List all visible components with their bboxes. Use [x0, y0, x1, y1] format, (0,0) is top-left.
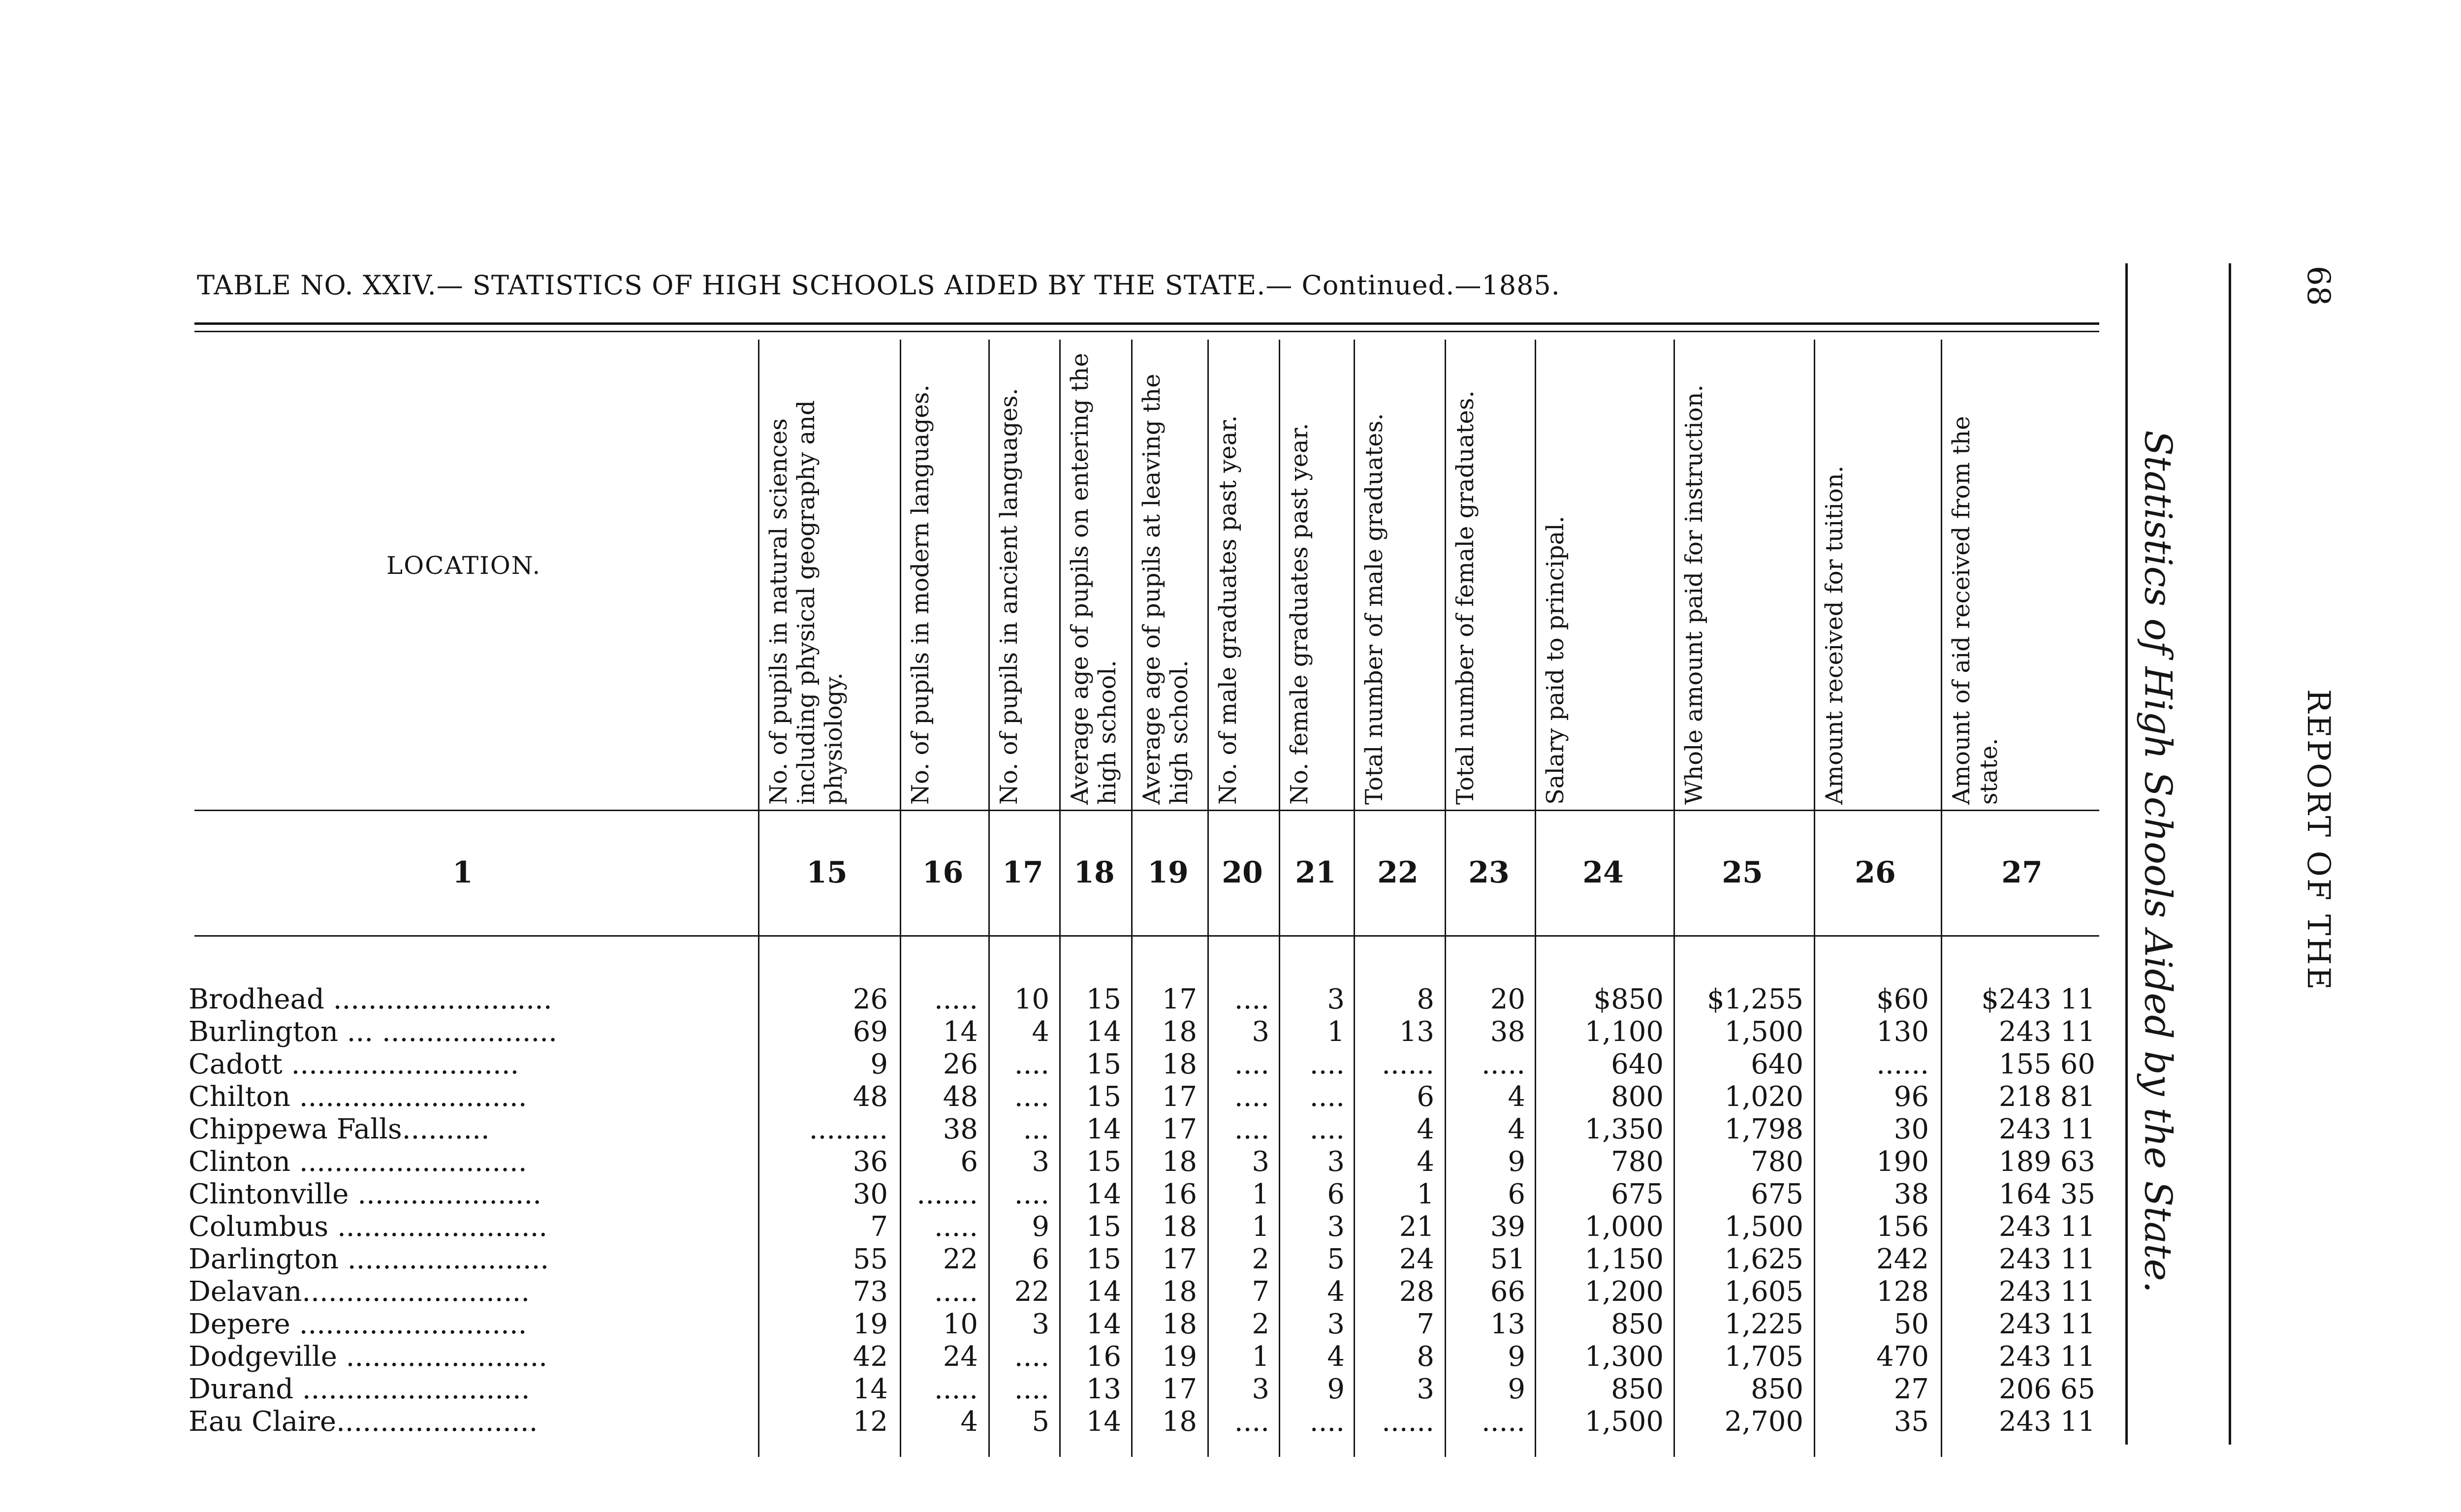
- table-cell: 30: [852, 1178, 888, 1210]
- table-cell: 1,500: [1584, 1406, 1664, 1438]
- table-cell: 17: [1162, 1243, 1197, 1275]
- table-cell: ....: [1309, 1048, 1345, 1080]
- table-cell: 13: [1086, 1373, 1121, 1405]
- column-number: 19: [1147, 855, 1189, 890]
- page-number: 68: [2300, 266, 2336, 306]
- table-cell: 850: [1751, 1373, 1803, 1405]
- table-cell: 73: [852, 1276, 888, 1308]
- table-cell: 6: [1417, 1081, 1434, 1113]
- column-header: Salary paid to principal.: [1542, 515, 1569, 805]
- column-number: 17: [1002, 855, 1043, 890]
- row-location: Brodhead .........................: [189, 983, 552, 1015]
- table-cell: ....: [1014, 1081, 1049, 1113]
- table-cell: 4: [1032, 1016, 1049, 1048]
- table-cell: 9: [1508, 1341, 1525, 1373]
- table-cell: 18: [1162, 1016, 1197, 1048]
- table-cell: 42: [852, 1341, 888, 1373]
- column-header: Amount received for tuition.: [1821, 465, 1848, 805]
- column-header: No. of pupils in natural sciences including physical geography and physiology.: [765, 400, 848, 805]
- table-cell: 15: [1086, 1081, 1121, 1113]
- column-number: 21: [1295, 855, 1336, 890]
- table-cell: ....: [1014, 1178, 1049, 1210]
- table-cell: 3: [1252, 1373, 1269, 1405]
- column-header: Average age of pupils at leaving the high school.: [1138, 374, 1193, 805]
- table-cell: 35: [1893, 1406, 1929, 1438]
- table-cell: 1: [1327, 1016, 1345, 1048]
- table-cell: 26: [943, 1048, 978, 1080]
- column-number: 26: [1855, 855, 1896, 890]
- table-cell: 1: [1417, 1178, 1434, 1210]
- table-cell: 12: [852, 1406, 888, 1438]
- column-number: 23: [1468, 855, 1510, 890]
- table-cell: 675: [1751, 1178, 1803, 1210]
- table-cell: 17: [1162, 983, 1197, 1015]
- table-cell: 27: [1893, 1373, 1929, 1405]
- table-cell: ...: [1023, 1113, 1049, 1145]
- table-cell: 16: [1086, 1341, 1121, 1373]
- table-cell: 15: [1086, 983, 1121, 1015]
- table-cell: 800: [1611, 1081, 1664, 1113]
- table-cell: 6: [960, 1146, 978, 1178]
- table-cell: ....: [1234, 1081, 1269, 1113]
- column-header: No. of pupils in modern languages.: [907, 384, 934, 805]
- table-cell: 1,705: [1724, 1341, 1803, 1373]
- table-cell: 4: [1327, 1276, 1345, 1308]
- table-cell: 4: [1417, 1113, 1434, 1145]
- table-cell: 39: [1490, 1211, 1525, 1243]
- table-cell: ....: [1234, 1406, 1269, 1438]
- column-header: No. female graduates past year.: [1286, 423, 1313, 805]
- table-cell: 10: [943, 1308, 978, 1340]
- table-cell: 3: [1252, 1016, 1269, 1048]
- table-cell: 9: [1327, 1373, 1345, 1405]
- table-cell: 128: [1876, 1276, 1929, 1308]
- table-cell: 22: [943, 1243, 978, 1275]
- table-cell: 189 63: [1999, 1146, 2095, 1178]
- table-cell: 3: [1032, 1146, 1049, 1178]
- table-cell: ....: [1014, 1341, 1049, 1373]
- table-cell: ....: [1234, 1113, 1269, 1145]
- table-cell: $1,255: [1707, 983, 1803, 1015]
- table-cell: 3: [1327, 1211, 1345, 1243]
- table-cell: 1: [1252, 1178, 1269, 1210]
- table-cell: 13: [1490, 1308, 1525, 1340]
- table-cell: .....: [934, 1373, 978, 1405]
- table-cell: 8: [1417, 1341, 1434, 1373]
- table-cell: 15: [1086, 1048, 1121, 1080]
- column-number: 20: [1222, 855, 1263, 890]
- table-cell: 780: [1751, 1146, 1803, 1178]
- column-number: 15: [806, 855, 848, 890]
- table-cell: .....: [934, 1211, 978, 1243]
- table-cell: 66: [1490, 1276, 1525, 1308]
- table-cell: 30: [1893, 1113, 1929, 1145]
- table-cell: 14: [852, 1373, 888, 1405]
- table-cell: 19: [1162, 1341, 1197, 1373]
- table-cell: 17: [1162, 1081, 1197, 1113]
- table-cell: $850: [1593, 983, 1664, 1015]
- table-cell: 2,700: [1724, 1406, 1803, 1438]
- table-cell: 4: [1327, 1341, 1345, 1373]
- table-cell: 3: [1417, 1373, 1434, 1405]
- table-cell: 156: [1876, 1211, 1929, 1243]
- table-cell: ....: [1309, 1081, 1345, 1113]
- column-number: 27: [2001, 855, 2043, 890]
- table-cell: 38: [943, 1113, 978, 1145]
- column-header: Amount of aid received from the state.: [1948, 416, 2003, 805]
- table-cell: 780: [1611, 1146, 1664, 1178]
- table-cell: ....: [1309, 1113, 1345, 1145]
- row-location: Depere ..........................: [189, 1308, 527, 1340]
- table-cell: 7: [870, 1211, 888, 1243]
- row-location: Delavan..........................: [189, 1276, 530, 1308]
- table-cell: 1,350: [1584, 1113, 1664, 1145]
- table-cell: 7: [1252, 1276, 1269, 1308]
- table-cell: 1,150: [1584, 1243, 1664, 1275]
- table-cell: 18: [1162, 1308, 1197, 1340]
- table-cell: 190: [1876, 1146, 1929, 1178]
- table-cell: 470: [1876, 1341, 1929, 1373]
- table-cell: 48: [943, 1081, 978, 1113]
- table-cell: 1,200: [1584, 1276, 1664, 1308]
- table-cell: 1,100: [1584, 1016, 1664, 1048]
- table-cell: 1,500: [1724, 1016, 1803, 1048]
- row-location: Eau Claire.......................: [189, 1406, 538, 1438]
- running-head: REPORT OF THE: [2300, 689, 2336, 992]
- table-cell: 243 11: [1999, 1113, 2095, 1145]
- table-cell: ....: [1014, 1373, 1049, 1405]
- side-title: Statistics of High Schools Aided by the State.: [2136, 430, 2180, 1293]
- table-cell: ......: [1876, 1048, 1929, 1080]
- table-cell: 850: [1611, 1373, 1664, 1405]
- table-cell: 24: [1399, 1243, 1434, 1275]
- table-cell: 243 11: [1999, 1406, 2095, 1438]
- table-cell: 242: [1876, 1243, 1929, 1275]
- table-cell: 4: [960, 1406, 978, 1438]
- table-cell: 4: [1417, 1146, 1434, 1178]
- table-cell: 6: [1327, 1178, 1345, 1210]
- row-location: Cadott ..........................: [189, 1048, 519, 1080]
- table-cell: 9: [1508, 1373, 1525, 1405]
- table-cell: 18: [1162, 1048, 1197, 1080]
- row-location: Dodgeville .......................: [189, 1341, 548, 1373]
- table-cell: 3: [1327, 983, 1345, 1015]
- table-cell: 19: [852, 1308, 888, 1340]
- table-cell: $60: [1876, 983, 1929, 1015]
- table-cell: ......: [1382, 1048, 1434, 1080]
- table-cell: 1,000: [1584, 1211, 1664, 1243]
- table-cell: 1: [1252, 1211, 1269, 1243]
- table-cell: 18: [1162, 1211, 1197, 1243]
- column-header: No. of male graduates past year.: [1214, 415, 1242, 805]
- row-location: Burlington ... ....................: [189, 1016, 558, 1048]
- table-cell: 1,300: [1584, 1341, 1664, 1373]
- table-cell: 18: [1162, 1146, 1197, 1178]
- table-cell: 50: [1893, 1308, 1929, 1340]
- table-cell: 218 81: [1999, 1081, 2095, 1113]
- column-number: 25: [1722, 855, 1763, 890]
- table-cell: 55: [852, 1243, 888, 1275]
- table-cell: 243 11: [1999, 1308, 2095, 1340]
- table-cell: 38: [1893, 1178, 1929, 1210]
- column-number: 24: [1582, 855, 1624, 890]
- table-cell: 1,605: [1724, 1276, 1803, 1308]
- table-cell: 22: [1014, 1276, 1049, 1308]
- table-cell: 206 65: [1999, 1373, 2095, 1405]
- table-cell: .....: [934, 1276, 978, 1308]
- table-cell: 17: [1162, 1113, 1197, 1145]
- table-cell: 18: [1162, 1406, 1197, 1438]
- table-cell: ....: [1234, 983, 1269, 1015]
- table-cell: 28: [1399, 1276, 1434, 1308]
- column-number: 16: [922, 855, 964, 890]
- table-cell: 4: [1508, 1113, 1525, 1145]
- table-cell: 1,500: [1724, 1211, 1803, 1243]
- table-cell: 48: [852, 1081, 888, 1113]
- table-cell: 3: [1032, 1308, 1049, 1340]
- table-cell: 9: [1508, 1146, 1525, 1178]
- table-title: TABLE NO. XXIV.— STATISTICS OF HIGH SCHOOLS AIDED BY THE STATE.— Continued.—1885.: [197, 270, 1560, 301]
- row-location: Chippewa Falls..........: [189, 1113, 490, 1145]
- column-header: Average age of pupils on entering the high school.: [1066, 353, 1121, 805]
- double-rule: [194, 331, 2099, 332]
- table-cell: 3: [1252, 1146, 1269, 1178]
- row-location: Clintonville .....................: [189, 1178, 542, 1210]
- table-cell: 14: [1086, 1406, 1121, 1438]
- table-cell: 7: [1417, 1308, 1434, 1340]
- table-cell: 640: [1751, 1048, 1803, 1080]
- table-cell: 8: [1417, 983, 1434, 1015]
- table-cell: .....: [1481, 1048, 1525, 1080]
- double-rule: [194, 322, 2099, 325]
- table-cell: 1,225: [1724, 1308, 1803, 1340]
- table-cell: 18: [1162, 1276, 1197, 1308]
- row-location: Durand ..........................: [189, 1373, 530, 1405]
- column-number: 18: [1073, 855, 1115, 890]
- table-cell: ....: [1234, 1048, 1269, 1080]
- table-cell: 15: [1086, 1211, 1121, 1243]
- table-cell: 164 35: [1999, 1178, 2095, 1210]
- table-cell: 14: [1086, 1276, 1121, 1308]
- table-cell: 5: [1032, 1406, 1049, 1438]
- table-cell: .......: [916, 1178, 978, 1210]
- table-cell: 243 11: [1999, 1016, 2095, 1048]
- table-cell: 14: [1086, 1178, 1121, 1210]
- table-cell: 16: [1162, 1178, 1197, 1210]
- row-location: Columbus ........................: [189, 1211, 548, 1243]
- table-cell: 9: [1032, 1211, 1049, 1243]
- table-cell: .....: [934, 983, 978, 1015]
- table-cell: $243 11: [1981, 983, 2095, 1015]
- table-cell: 1,625: [1724, 1243, 1803, 1275]
- table-cell: 130: [1876, 1016, 1929, 1048]
- table-cell: 4: [1508, 1081, 1525, 1113]
- table-cell: 36: [852, 1146, 888, 1178]
- column-header: Whole amount paid for instruction.: [1680, 384, 1708, 805]
- table-cell: 155 60: [1999, 1048, 2095, 1080]
- column-number: 22: [1377, 855, 1419, 890]
- column-header: No. of pupils in ancient languages.: [995, 388, 1023, 805]
- table-cell: 14: [1086, 1308, 1121, 1340]
- table-cell: 3: [1327, 1308, 1345, 1340]
- table-cell: 24: [943, 1341, 978, 1373]
- frame-line: [2229, 263, 2231, 1445]
- table-cell: 38: [1490, 1016, 1525, 1048]
- table-cell: ......: [1382, 1406, 1434, 1438]
- location-header: LOCATION.: [386, 551, 541, 580]
- table-cell: ....: [1309, 1406, 1345, 1438]
- table-cell: 15: [1086, 1243, 1121, 1275]
- table-cell: 243 11: [1999, 1276, 2095, 1308]
- table-cell: 21: [1399, 1211, 1434, 1243]
- column-header: Total number of female graduates.: [1451, 390, 1479, 805]
- table-cell: 14: [1086, 1016, 1121, 1048]
- table-cell: 51: [1490, 1243, 1525, 1275]
- table-cell: 96: [1893, 1081, 1929, 1113]
- table-cell: 3: [1327, 1146, 1345, 1178]
- table-cell: .....: [1481, 1406, 1525, 1438]
- table-cell: 2: [1252, 1308, 1269, 1340]
- table-cell: 26: [852, 983, 888, 1015]
- table-cell: 14: [1086, 1113, 1121, 1145]
- table-cell: 1: [1252, 1341, 1269, 1373]
- row-location: Chilton ..........................: [189, 1081, 527, 1113]
- table-cell: 1,798: [1724, 1113, 1803, 1145]
- table-cell: 675: [1611, 1178, 1664, 1210]
- frame-line: [2125, 263, 2128, 1445]
- table-cell: 1,020: [1724, 1081, 1803, 1113]
- table-cell: 10: [1014, 983, 1049, 1015]
- table-cell: 6: [1508, 1178, 1525, 1210]
- table-cell: 69: [852, 1016, 888, 1048]
- table-cell: 640: [1611, 1048, 1664, 1080]
- table-cell: 2: [1252, 1243, 1269, 1275]
- table-cell: .........: [809, 1113, 888, 1145]
- row-location: Darlington .......................: [189, 1243, 549, 1275]
- table-cell: 850: [1611, 1308, 1664, 1340]
- table-cell: 5: [1327, 1243, 1345, 1275]
- column-header: Total number of male graduates.: [1360, 413, 1388, 805]
- row-location: Clinton ..........................: [189, 1146, 527, 1178]
- table-cell: 243 11: [1999, 1341, 2095, 1373]
- table-cell: 6: [1032, 1243, 1049, 1275]
- table-cell: 243 11: [1999, 1243, 2095, 1275]
- table-cell: 15: [1086, 1146, 1121, 1178]
- table-cell: 13: [1399, 1016, 1434, 1048]
- column-number-location: 1: [452, 855, 473, 890]
- table-cell: ....: [1014, 1048, 1049, 1080]
- table-cell: 9: [870, 1048, 888, 1080]
- table-cell: 17: [1162, 1373, 1197, 1405]
- table-cell: 14: [943, 1016, 978, 1048]
- table-cell: 20: [1490, 983, 1525, 1015]
- table-cell: 243 11: [1999, 1211, 2095, 1243]
